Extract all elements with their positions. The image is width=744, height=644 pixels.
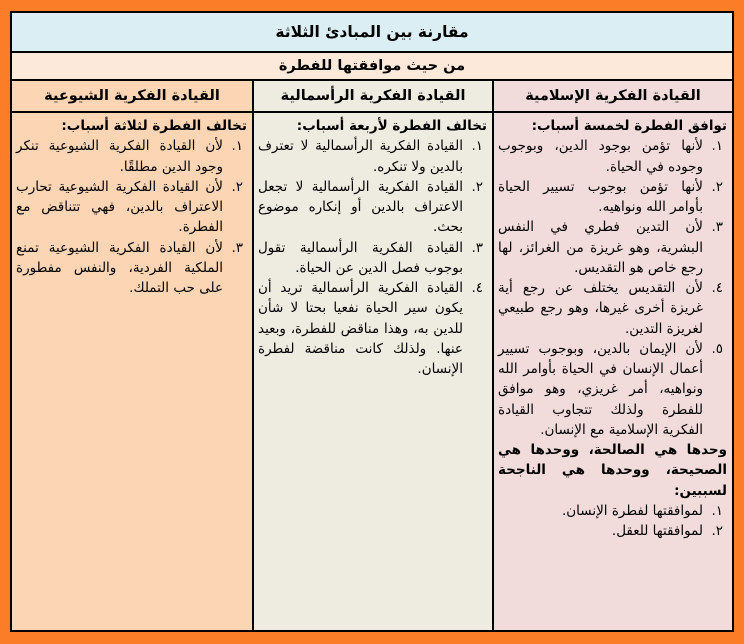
list-item: لأن التقديس يختلف عن رجع أية غريزة أخرى غيرها، وهو رجع طبيعي لغريزة التدين. [498, 280, 703, 337]
column-body-capitalist [254, 113, 492, 630]
reasons-list-capitalist [258, 136, 487, 379]
column-conclusion-islamic: وحدها هي الصالحة، ووحدها هي الصحيحة، ووحدها هي الناجحة لسببين: [498, 442, 727, 499]
list-item: لأن القيادة الفكرية الشيوعية تنكر وجود الدين مطلقًا. [16, 138, 223, 175]
list-item: لأن القيادة الفكرية الشيوعية تمنع الملكية الفردية، والنفس مفطورة على حب التملك. [16, 239, 223, 296]
table-title: مقارنة بين المبادئ الثلاثة [12, 13, 732, 53]
list-item: لأن التدين فطري في النفس البشرية، وهو غريزة من الغرائز، لها رجع خاص هو التقديس. [498, 219, 703, 276]
column-header-communist: القيادة الفكرية الشيوعية [12, 81, 252, 113]
table-subtitle: من حيث موافقتها للفطرة [12, 53, 732, 81]
column-intro-communist: تخالف الفطرة لثلاثة أسباب: [61, 118, 247, 134]
table-columns [12, 81, 732, 630]
column-capitalist [252, 81, 492, 630]
list-item: لأنها تؤمن بوجوب تسيير الحياة بأوامر الله ونواهيه. [498, 178, 703, 215]
column-header-capitalist: القيادة الفكرية الرأسمالية [254, 81, 492, 113]
list-item: القيادة الفكرية الرأسمالية تقول بوجوب فصل الدين عن الحياة. [258, 239, 463, 276]
column-islamic [492, 81, 732, 630]
column-body-islamic [494, 113, 732, 630]
list-item: القيادة الفكرية الرأسمالية تريد أن يكون سير الحياة نفعيا بحتا لا شأن للدين به، وهذا مناقض للفطرة، وبعيد عنها. ولذلك كانت مناقضة لفطرة الإنسان. [258, 280, 463, 377]
reasons-list-islamic [498, 136, 727, 440]
list-item: لأن القيادة الفكرية الشيوعية تحارب الاعتراف بالدين، فهي تتناقض مع الفطرة. [16, 178, 223, 236]
column-body-communist [12, 113, 252, 630]
list-item: لأنها تؤمن بوجود الدين، وبوجوب وجوده في الحياة. [498, 138, 703, 175]
list-item: القيادة الفكرية الرأسمالية لا تجعل الاعتراف بالدين أو إنكاره موضوع بحث. [258, 178, 463, 236]
column-header-islamic: القيادة الفكرية الإسلامية [494, 81, 732, 113]
conclusion-list-islamic [498, 501, 727, 542]
list-item: لموافقتها للعقل. [611, 523, 703, 539]
reasons-list-communist [16, 136, 247, 298]
column-communist [12, 81, 252, 630]
list-item: لموافقتها لفطرة الإنسان. [561, 502, 703, 519]
list-item: لأن الإيمان بالدين، وبوجوب تسيير أعمال الإنسان في الحياة بأوامر الله ونواهيه، أمر غريزي، وهو موافق للفطرة ولذلك تتجاوب القيادة الفكرية الإسلامية مع الإنسان. [498, 340, 703, 438]
column-intro-islamic: توافق الفطرة لخمسة أسباب: [531, 118, 727, 134]
column-intro-capitalist: تخالف الفطرة لأربعة أسباب: [296, 118, 487, 134]
list-item: القيادة الفكرية الرأسمالية لا تعترف بالدين ولا تنكره. [258, 138, 463, 175]
comparison-table [10, 11, 734, 632]
